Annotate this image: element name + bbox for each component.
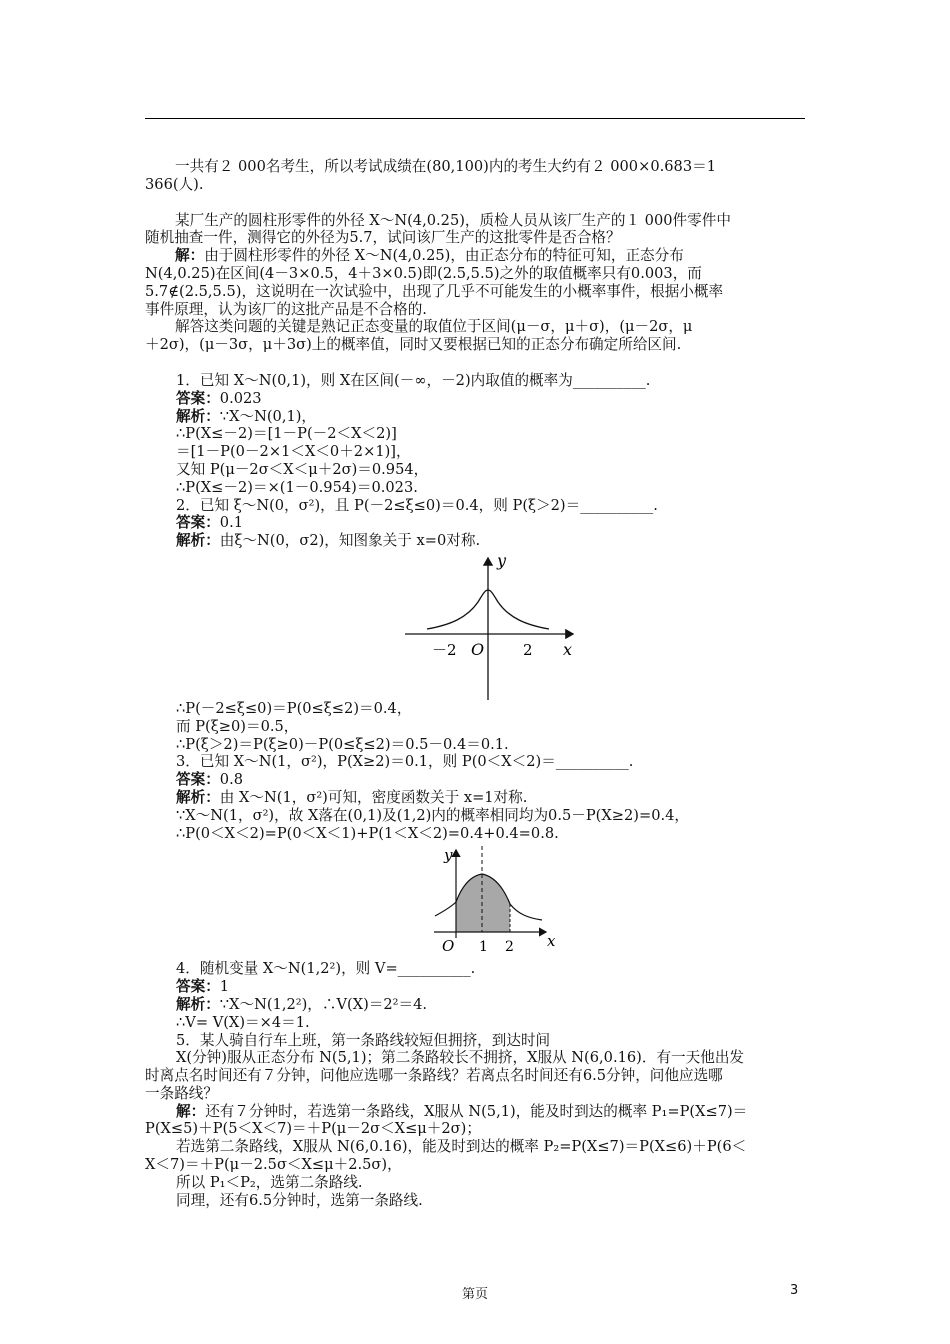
solution-line: 由于圆柱形零件的外径 X～N(4,0.25)，由正态分布的特征可知，正态分布: [204, 247, 684, 265]
solution-label: 解：: [175, 247, 205, 265]
shaded-area: [456, 874, 510, 932]
x-axis-label: x: [547, 932, 556, 951]
origin-label: O: [471, 639, 485, 659]
q1-question: 1．已知 X～N(0,1)，则 X在区间(－∞，－2)内取值的概率为__________.: [176, 371, 651, 389]
problem-line: 随机抽查一件，测得它的外径为5.7，试问该厂生产的这批零件是否合格？: [145, 229, 621, 247]
q5-question: 时离点名时间还有７分钟，问他应选哪一条路线？若离点名时间还有6.5分钟，问他应选哪: [145, 1067, 723, 1085]
analysis-label: 解析：: [176, 995, 220, 1013]
footer-page-number: 3: [790, 1283, 799, 1298]
q2-answer: 0.1: [219, 514, 244, 532]
q4-answer: 1: [219, 978, 230, 996]
q3-analysis: 由 X～N(1，σ²)可知，密度函数关于 x=1对称.: [219, 788, 528, 806]
tick-label-2: 2: [505, 939, 514, 956]
solution-line: 5.7∉(2.5,5.5)，这说明在一次试验中，出现了几乎不可能发生的小概率事件，根据小概率: [145, 282, 724, 300]
analysis-label: 解析：: [176, 532, 220, 550]
page-content: [145, 158, 805, 1209]
q4-line: ∴V= V(X)＝×4＝1.: [176, 1013, 310, 1031]
q1-line: ＝[1－P(0－2×1＜X＜0＋2×1)]，: [176, 443, 411, 461]
q4-analysis: ∵X～N(1,2²)，∴V(X)＝2²＝4.: [219, 995, 428, 1013]
q3-figure: [145, 842, 805, 960]
note-line: ＋2σ)，(μ－3σ，μ＋3σ)上的概率值，同时又要根据已知的正态分布确定所给区间.: [145, 336, 682, 354]
q5-solution-line: 同理，还有6.5分钟时，选第一条路线.: [176, 1191, 423, 1209]
note-line: 解答这类问题的关键是熟记正态变量的取值位于区间(μ－σ，μ＋σ)，(μ－2σ，μ: [175, 318, 693, 336]
x-axis-label: x: [563, 639, 573, 659]
q5-question: 一条路线？: [145, 1084, 218, 1102]
q3-line: ∵X～N(1，σ²)，故 X落在(0,1)及(1,2)内的概率相同均为0.5－P(X≥2)=0.4，: [176, 806, 689, 824]
header-rule: [145, 118, 805, 119]
q2-line: ∴P(ξ＞2)＝P(ξ≥0)－P(0≤ξ≤2)＝0.5－0.4＝0.1.: [176, 735, 509, 753]
q5-solution-line: 还有７分钟时，若选第一条路线，X服从 N(5,1)，能及时到达的概率 P₁=P(X≤7)＝: [205, 1102, 748, 1120]
solution-label: 解：: [176, 1102, 206, 1120]
q2-line: ∴P(－2≤ξ≤0)＝P(0≤ξ≤2)＝0.4，: [176, 699, 412, 717]
origin-label: O: [442, 937, 455, 956]
q3-line: ∴P(0＜X＜2)=P(0＜X＜1)+P(1＜X＜2)=0.4+0.4=0.8.: [176, 824, 559, 842]
solution-line: N(4,0.25)在区间(4－3×0.5，4＋3×0.5)即(2.5,5.5)之外的取值概率只有0.003，而: [145, 264, 702, 282]
y-axis-label: y: [497, 553, 507, 570]
q4-question: 4．随机变量 X～N(1,2²)，则 V=__________.: [176, 960, 476, 978]
intro-line: 一共有２ 000名考生，所以考试成绩在(80,100)内的考生大约有２ 000×0.683＝1: [175, 158, 716, 175]
q2-line: 而 P(ξ≥0)＝0.5，: [176, 717, 299, 735]
q5-question: 5．某人骑自行车上班，第一条路线较短但拥挤，到达时间: [176, 1031, 551, 1049]
q2-question: 2．已知 ξ～N(0，σ²)，且 P(－2≤ξ≤0)＝0.4，则 P(ξ＞2)＝__________.: [176, 496, 658, 514]
answer-label: 答案：: [176, 978, 220, 996]
y-axis-label: y: [444, 846, 453, 865]
q3-question: 3．已知 X～N(1，σ²)，P(X≥2)＝0.1，则 P(0＜X＜2)＝__________.: [176, 753, 634, 771]
q5-solution-line: X＜7)＝＋P(μ－2.5σ＜X≤μ＋2.5σ)，: [145, 1156, 402, 1174]
tick-label-2: 2: [523, 640, 533, 659]
q5-question: X(分钟)服从正态分布 N(5,1)；第二条路较长不拥挤，X服从 N(6,0.16)．有一天他出发: [176, 1049, 745, 1067]
tick-label-1: 1: [479, 939, 488, 956]
answer-label: 答案：: [176, 514, 220, 532]
answer-label: 答案：: [176, 389, 220, 407]
shaded-curve-figure: [430, 846, 560, 958]
q5-solution-line: 所以 P₁＜P₂，选第二条路线.: [176, 1173, 363, 1191]
tick-label-neg2: －2: [432, 640, 457, 659]
analysis-label: 解析：: [176, 788, 220, 806]
q3-answer: 0.8: [219, 771, 244, 789]
q5-solution-line: P(X≤5)＋P(5＜X＜7)＝＋P(μ－2σ＜X≤μ＋2σ)；: [145, 1120, 481, 1138]
q1-line: ∴P(X≤－2)＝×(1－0.954)＝0.023.: [176, 478, 418, 496]
q1-line: ∴P(X≤－2)＝[1－P(－2＜X＜2)]: [176, 425, 397, 443]
footer-page-label: 第页: [461, 1287, 488, 1302]
q1-answer: 0.023: [219, 389, 262, 407]
problem-line: 某厂生产的圆柱形零件的外径 X～N(4,0.25)，质检人员从该厂生产的１ 000件零件中: [175, 211, 731, 229]
q1-line: 又知 P(μ－2σ＜X＜μ＋2σ)＝0.954，: [176, 460, 429, 478]
q5-solution-line: 若选第二条路线，X服从 N(6,0.16)，能及时到达的概率 P₂=P(X≤7)＝P(X≤6)＋P(6＜: [176, 1138, 747, 1156]
q1-analysis: ∵X～N(0,1)，: [219, 407, 317, 425]
normal-curve-figure: [405, 554, 585, 700]
analysis-label: 解析：: [176, 407, 220, 425]
solution-line: 事件原理，认为该厂的这批产品是不合格的.: [145, 300, 427, 318]
q2-figure: [145, 550, 805, 700]
answer-label: 答案：: [176, 771, 220, 789]
intro-line: 366(人).: [145, 175, 204, 193]
q2-analysis: 由ξ～N(0，σ2)，知图象关于 x=0对称.: [219, 532, 481, 550]
